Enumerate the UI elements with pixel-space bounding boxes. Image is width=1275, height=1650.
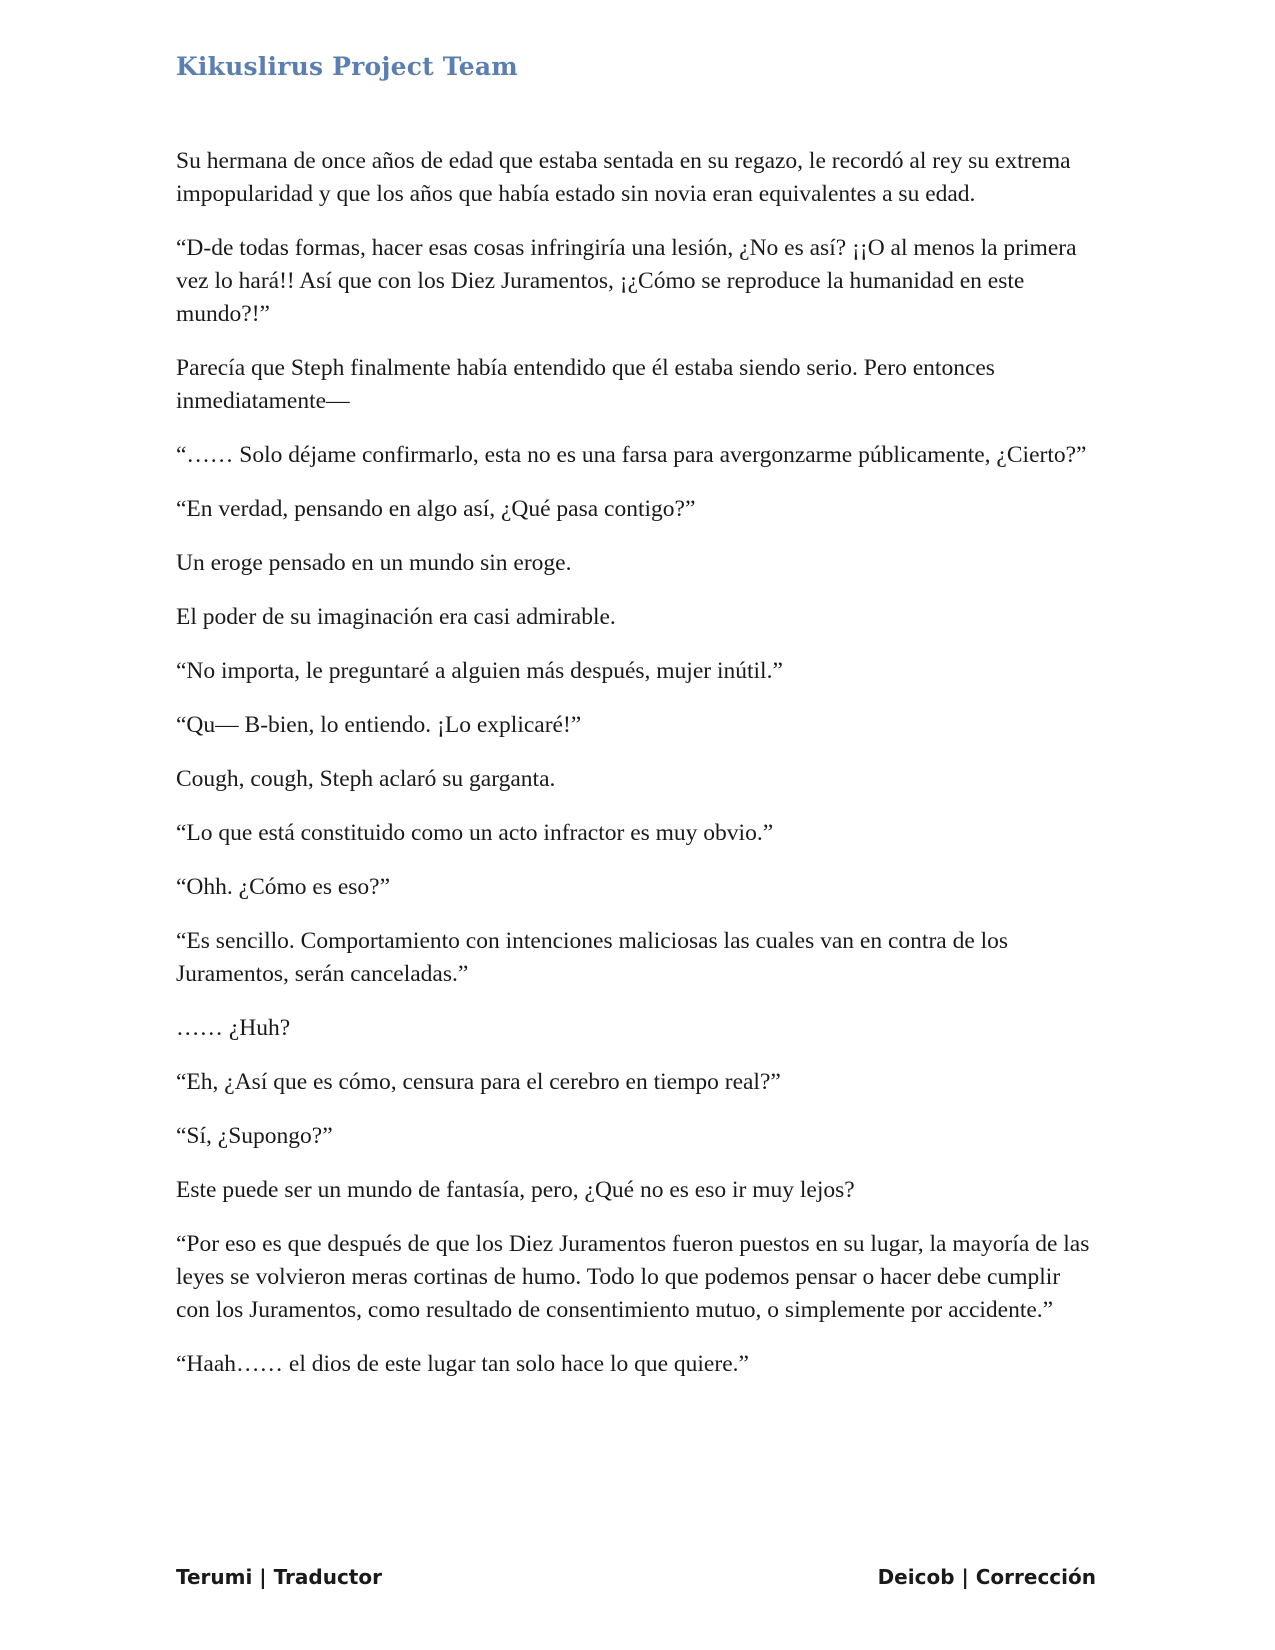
paragraph: Este puede ser un mundo de fantasía, pero, ¿Qué no es eso ir muy lejos?	[176, 1177, 855, 1203]
footer-translator-credit: Terumi | Traductor	[176, 1565, 382, 1589]
paragraph: Parecía que Steph finalmente había entendido que él estaba siendo serio. Pero entonces inmediatamente—	[176, 355, 995, 414]
paragraph: “D-de todas formas, hacer esas cosas infringiría una lesión, ¿No es así? ¡¡O al menos la primera vez lo hará!! Así que con los Diez Juramentos, ¡¿Cómo se reproduce la humanidad en este mundo?!”	[176, 235, 1077, 327]
footer-proofreader-credit: Deicob | Corrección	[877, 1565, 1096, 1589]
footer	[176, 1565, 1096, 1595]
body-text	[176, 145, 1096, 1402]
paragraph: “Ohh. ¿Cómo es eso?”	[176, 874, 391, 900]
paragraph: “Qu— B-bien, lo entiendo. ¡Lo explicaré!”	[176, 712, 582, 738]
paragraph: “Lo que está constituido como un acto infractor es muy obvio.”	[176, 820, 774, 846]
paragraph: Su hermana de once años de edad que estaba sentada en su regazo, le recordó al rey su extrema impopularidad y que los años que había estado sin novia eran equivalentes a su edad.	[176, 148, 1071, 207]
paragraph: Cough, cough, Steph aclaró su garganta.	[176, 766, 556, 792]
paragraph: “…… Solo déjame confirmarlo, esta no es una farsa para avergonzarme públicamente, ¿Cierto?”	[176, 442, 1087, 468]
header-title: Kikuslirus Project Team	[176, 52, 518, 81]
paragraph: “Eh, ¿Así que es cómo, censura para el cerebro en tiempo real?”	[176, 1069, 781, 1095]
paragraph: “Por eso es que después de que los Diez Juramentos fueron puestos en su lugar, la mayoría de las leyes se volvieron meras cortinas de humo. Todo lo que podemos pensar o hacer debe cumplir con los Juramentos, como resultado de consentimiento mutuo, o simplemente por accidente.”	[176, 1231, 1090, 1323]
paragraph: “Haah…… el dios de este lugar tan solo hace lo que quiere.”	[176, 1351, 749, 1377]
paragraph: “En verdad, pensando en algo así, ¿Qué pasa contigo?”	[176, 496, 696, 522]
paragraph: “Es sencillo. Comportamiento con intenciones maliciosas las cuales van en contra de los Juramentos, serán canceladas.”	[176, 928, 1009, 987]
paragraph: “No importa, le preguntaré a alguien más después, mujer inútil.”	[176, 658, 783, 684]
paragraph: …… ¿Huh?	[176, 1015, 291, 1041]
paragraph: El poder de su imaginación era casi admirable.	[176, 604, 616, 630]
paragraph: Un eroge pensado en un mundo sin eroge.	[176, 550, 572, 576]
paragraph: “Sí, ¿Supongo?”	[176, 1123, 333, 1149]
